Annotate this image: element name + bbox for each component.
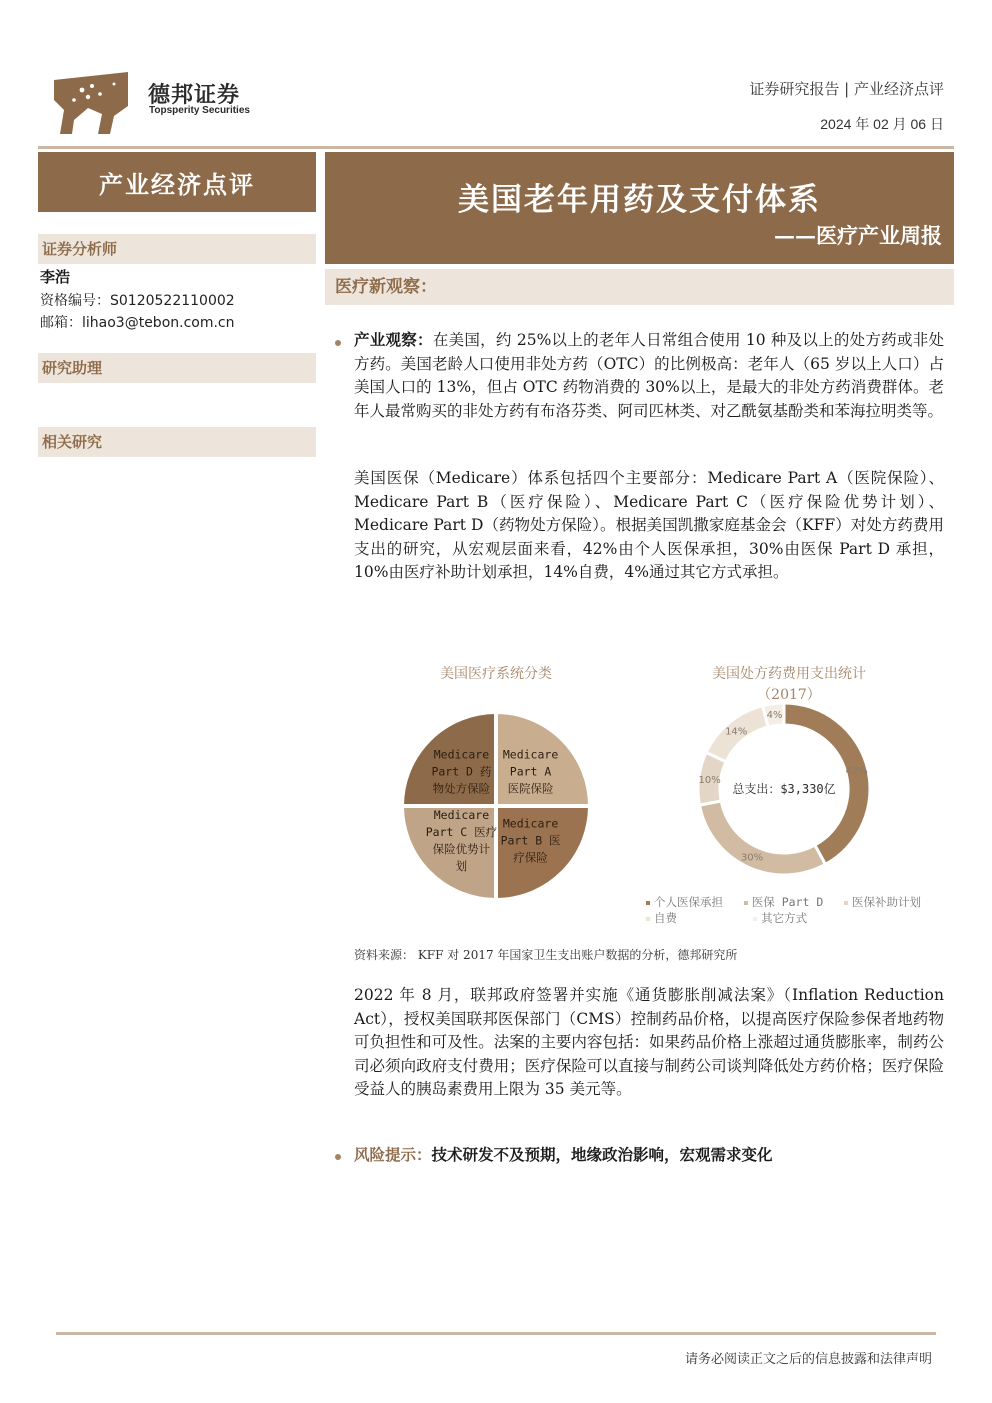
donut-value-label: 14% [725, 726, 748, 738]
bullet-icon [335, 1154, 341, 1160]
analyst-heading: 证券分析师 [38, 234, 316, 264]
footer-divider [56, 1332, 936, 1335]
legend-row-2 [646, 910, 807, 926]
donut-value-label: 30% [740, 852, 764, 864]
donut-chart-title: 美国处方药费用支出统计 [712, 666, 866, 682]
donut-chart-year: （2017） [757, 687, 821, 703]
donut-slice [700, 801, 826, 875]
company-logo [52, 70, 130, 134]
analyst-cert: 资格编号：S0120522110002 [40, 293, 235, 309]
drug-spend-donut-chart [694, 699, 874, 879]
paragraph-ira: 2022 年 8 月，联邦政府签署并实施《通货膨胀削减法案》（Inflation Reduction Act），授权美国联邦医保部门（CMS）控制药品价格，以提高医疗保险参保者地药物可负担性和可及性。法案的主要内容包括：如果药品价格上涨超过通货膨胀率，制药公司必须向政府支付费用；医疗保险可以直接与制药公司谈判降低处方药价格；医疗保险受益人的胰岛素费用上限为 35 美元等。 [354, 986, 944, 1098]
donut-center-label: 总支出：$3,330亿 [732, 782, 836, 796]
category-box: 产业经济点评 [38, 152, 316, 212]
legend-row-1 [646, 894, 921, 910]
donut-value-label: 4% [766, 710, 783, 722]
brand-name-cn: 德邦证券 [148, 83, 241, 108]
header-divider [38, 146, 954, 149]
legend-item: 医保 Part D [744, 895, 823, 909]
risk-warning [354, 1143, 944, 1168]
analyst-email[interactable]: 邮箱：lihao3@tebon.com.cn [40, 315, 235, 331]
donut-value-label: 10% [698, 775, 721, 787]
assistant-heading: 研究助理 [38, 353, 316, 383]
pie-slice-label: Medicare Part B 医疗保险 [500, 816, 561, 865]
risk-text: 技术研发不及预期，地缘政治影响，宏观需求变化 [431, 1145, 773, 1164]
legend-item: 个人医保承担 [646, 895, 723, 909]
pie-chart-title: 美国医疗系统分类 [440, 666, 552, 682]
bullet-icon [335, 340, 341, 346]
report-subtitle: ——医疗产业周报 [774, 223, 942, 248]
risk-label: 风险提示： [354, 1145, 432, 1164]
report-title: 美国老年用药及支付体系 [458, 182, 821, 218]
para-label: 产业观察： [354, 330, 433, 349]
medicare-pie-chart [396, 706, 596, 906]
pie-slice-label: Medicare Part A 医院保险 [502, 747, 559, 796]
legend-item: 医保补助计划 [844, 895, 921, 909]
brand-name-en: Topsperity Securities [149, 105, 250, 116]
section-heading: 医疗新观察： [325, 269, 954, 305]
chart-source: 资料来源： KFF 对 2017 年国家卫生支出账户数据的分析，德邦研究所 [354, 948, 738, 962]
para-text: 在美国，约 25%以上的老年人日常组合使用 10 种及以上的处方药或非处方药。美国老龄人口使用非处方药（OTC）的比例极高：老年人（65 岁以上人口）占美国人口的 13%，但占 OTC 药物消费的 30%以上，是最大的非处方药消费群体。老年人最常购买的非处方药有布洛芬类、阿司匹林类、对乙酰氨基酚类和苯海拉明类等。 [354, 331, 944, 420]
title-box [325, 152, 954, 264]
report-date: 2024 年 02 月 06 日 [820, 116, 944, 132]
report-type: 证券研究报告 | 产业经济点评 [749, 80, 944, 98]
pie-slice-label: Medicare Part D 药物处方保险 [431, 747, 492, 796]
paragraph-medicare: 美国医保（Medicare）体系包括四个主要部分：Medicare Part A（医院保险）、Medicare Part B（医疗保险）、Medicare Part C（医疗保险优势计划）、Medicare Part D（药物处方保险）。根据美国凯撒家庭基金会（KFF）对处方药费用支出的研究，从宏观层面来看，42%由个人医保承担，30%由医保 Part D 承担，10%由医疗补助计划承担，14%自费，4%通过其它方式承担。 [354, 469, 944, 581]
legend-item: 其它方式 [753, 911, 807, 925]
donut-value-label: 42% [845, 765, 868, 777]
paragraph-industry-observation [354, 328, 944, 423]
analyst-name: 李浩 [40, 268, 71, 286]
pie-slice-label: Medicare Part C 医疗保险优势计划 [425, 808, 498, 874]
legend-item: 自费 [646, 911, 677, 925]
related-heading: 相关研究 [38, 427, 316, 457]
footer-disclaimer: 请务必阅读正文之后的信息披露和法律声明 [684, 1352, 932, 1367]
